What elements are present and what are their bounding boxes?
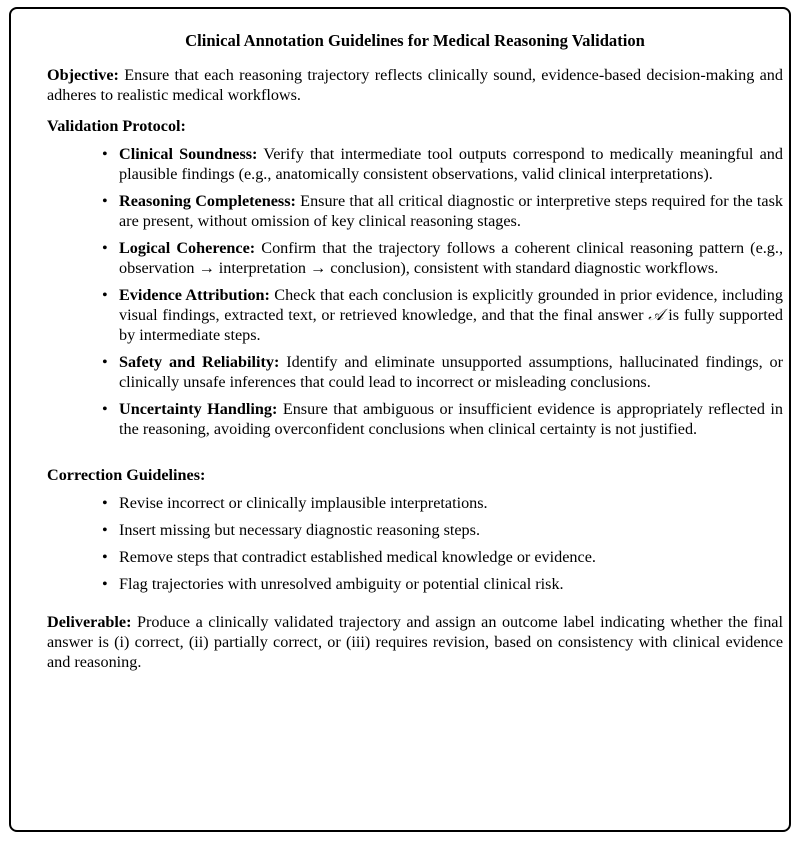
deliverable-paragraph bbox=[47, 612, 783, 672]
answer-symbol: 𝒜 bbox=[648, 305, 664, 324]
list-item bbox=[47, 352, 783, 392]
item-label: Evidence Attribution: bbox=[119, 286, 270, 304]
deliverable-label: Deliverable: bbox=[47, 613, 132, 631]
list-item bbox=[47, 238, 783, 278]
item-text: Ensure that all critical diagnostic or interpretive steps required for the task are present, without omission of key clinical reasoning stages. bbox=[119, 192, 783, 230]
bullet-icon: • bbox=[102, 494, 108, 512]
objective-paragraph bbox=[47, 65, 783, 105]
item-text: Confirm that the trajectory follows a coherent clinical reasoning pattern (e.g., observation → interpretation → conclusion), consistent with standard diagnostic workflows. bbox=[119, 239, 783, 277]
validation-heading: Validation Protocol: bbox=[47, 117, 186, 135]
item-text: Ensure that ambiguous or insufficient evidence is appropriately reflected in the reasoning, avoiding overconfident conclusions when clinical certainty is not justified. bbox=[119, 400, 783, 438]
item-label: Clinical Soundness: bbox=[119, 145, 258, 163]
bullet-icon: • bbox=[102, 548, 108, 566]
item-label: Reasoning Completeness: bbox=[119, 192, 296, 210]
guidelines-box bbox=[9, 7, 791, 832]
list-item bbox=[47, 144, 783, 184]
item-label: Logical Coherence: bbox=[119, 239, 256, 257]
item-text: Check that each conclusion is explicitly grounded in prior evidence, including visual findings, extracted text, or retrieved knowledge, and that the final answer bbox=[119, 286, 783, 324]
item-text: Remove steps that contradict established medical knowledge or evidence. bbox=[119, 548, 596, 566]
bullet-icon: • bbox=[102, 521, 108, 539]
list-item bbox=[47, 399, 783, 439]
bullet-icon: • bbox=[102, 239, 108, 257]
correction-list bbox=[47, 493, 783, 594]
bullet-icon: • bbox=[102, 575, 108, 593]
item-text: Flag trajectories with unresolved ambiguity or potential clinical risk. bbox=[119, 575, 564, 593]
bullet-icon: • bbox=[102, 145, 108, 163]
bullet-icon: • bbox=[102, 286, 108, 304]
deliverable-text: Produce a clinically validated trajectory and assign an outcome label indicating whether the final answer is (i) correct, (ii) partially correct, or (iii) requires revision, based on consistency with clinical evidence and reasoning. bbox=[47, 613, 783, 671]
item-text: Insert missing but necessary diagnostic reasoning steps. bbox=[119, 521, 481, 539]
list-item bbox=[47, 574, 783, 594]
spacer bbox=[47, 601, 783, 612]
bullet-icon: • bbox=[102, 192, 108, 210]
spacer bbox=[47, 446, 783, 465]
document-title: Clinical Annotation Guidelines for Medical Reasoning Validation bbox=[185, 31, 645, 50]
list-item bbox=[47, 285, 783, 345]
item-label: Uncertainty Handling: bbox=[119, 400, 278, 418]
bullet-icon: • bbox=[102, 353, 108, 371]
item-text: Identify and eliminate unsupported assumptions, hallucinated findings, or clinically unsafe inferences that could lead to incorrect or misleading conclusions. bbox=[119, 353, 783, 391]
item-text: Verify that intermediate tool outputs correspond to medically meaningful and plausible findings (e.g., anatomically consistent observations, valid clinical interpretations). bbox=[119, 145, 783, 183]
list-item bbox=[47, 520, 783, 540]
objective-text: Ensure that each reasoning trajectory reflects clinically sound, evidence-based decision-making and adheres to realistic medical workflows. bbox=[47, 66, 783, 104]
guidelines-content bbox=[47, 31, 783, 683]
list-item bbox=[47, 493, 783, 513]
list-item bbox=[47, 547, 783, 567]
item-text: Revise incorrect or clinically implausible interpretations. bbox=[119, 494, 488, 512]
item-text-continued: is fully supported by intermediate steps. bbox=[119, 306, 783, 344]
validation-list bbox=[47, 144, 783, 439]
correction-heading: Correction Guidelines: bbox=[47, 466, 206, 484]
bullet-icon: • bbox=[102, 400, 108, 418]
list-item bbox=[47, 191, 783, 231]
item-label: Safety and Reliability: bbox=[119, 353, 280, 371]
objective-label: Objective: bbox=[47, 66, 119, 84]
